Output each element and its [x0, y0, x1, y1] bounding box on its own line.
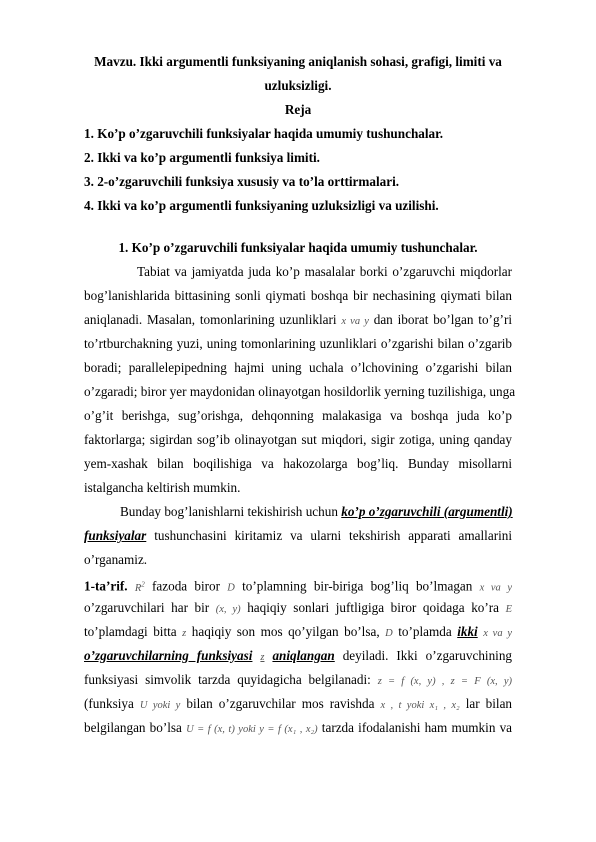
plan-heading: Reja — [284, 102, 312, 117]
paragraph-text: funksiyasi simvolik tarzda quyidagicha belgilanadi: — [84, 672, 371, 687]
plan-item-1: 1. Ko’p o’zgaruvchili funksiyalar haqida umumiy tushunchalar. — [84, 126, 444, 141]
definition-label: 1-ta’rif. — [84, 578, 128, 594]
math-x-va-y: x va y — [479, 582, 512, 594]
math-R2: $R^2$ — [134, 580, 145, 594]
paragraph-text: (funksiya — [84, 696, 134, 711]
emphasis-term: ko’p o’zgaruvchili (argumentli) — [341, 504, 513, 519]
paragraph-1-line: faktorlarga; sigirdan sog’ib olinayotgan sut miqdori, sigir zotiga, uning qanday — [84, 432, 512, 447]
title-line-1: Mavzu. Ikki argumentli funksiyaning aniqlanish sohasi, grafigi, limiti va — [94, 54, 502, 69]
math-z: z — [260, 652, 265, 663]
definition-line — [84, 599, 512, 619]
math-x-va-y: x va y — [341, 316, 369, 327]
paragraph-text: dan iborat bo’lgan to’g’ri — [373, 312, 512, 327]
definition-line — [84, 647, 512, 667]
paragraph-text: haqiqiy son mos qo’yilgan bo’lsa, — [191, 624, 380, 639]
definition-line — [84, 575, 512, 598]
section-1-heading: 1. Ko’p o’zgaruvchili funksiyalar haqida umumiy tushunchalar. — [118, 240, 478, 255]
definition-line — [84, 695, 512, 715]
plan-item-4: 4. Ikki va ko’p argumentli funksiyaning uzluksizligi va uzilishi. — [84, 198, 439, 213]
paragraph-1-line: to’rtburchakning yuzi, uning tomonlarining uzunliklari o’zgarishi bilan o’zgarib — [84, 336, 512, 351]
paragraph-text: Bunday bog’lanishlarni tekishirish uchun — [120, 504, 338, 519]
definition-line — [84, 671, 512, 691]
paragraph-text: to’plamning bir-biriga bog’liq bo’lmagan — [242, 578, 473, 594]
paragraph-1-line: istalgancha keltirish mumkin. — [84, 480, 241, 495]
math-D: D — [227, 582, 235, 594]
paragraph-text: haqiqiy sonlari juftligiga biror qoidaga ko’ra — [247, 600, 500, 615]
paragraph-text: deyiladi. Ikki o’zgaruvchining — [342, 648, 513, 663]
math-z: z — [182, 628, 187, 639]
emphasis-term: aniqlangan — [272, 648, 335, 663]
paragraph-text: o’zgaruvchilari har bir — [84, 600, 210, 615]
paragraph-text: to’plamdagi bitta — [84, 624, 177, 639]
math-formula: z = f (x, y) , z = F (x, y) — [377, 676, 513, 687]
paragraph-2-line — [84, 527, 512, 545]
emphasis-term: funksiyalar — [84, 528, 147, 543]
math-formula: U yoki y — [139, 700, 181, 711]
paragraph-1-line: Tabiat va jamiyatda juda ko’p masalalar borki o’zgaruvchi miqdorlar — [137, 264, 512, 279]
paragraph-2-line: o’rganamiz. — [84, 552, 148, 567]
plan-item-2: 2. Ikki va ko’p argumentli funksiya limiti. — [84, 150, 320, 165]
paragraph-1-line: o’g’it berishga, sug’orishga, dehqonning malakasiga va boshqa juda ko’p — [84, 408, 512, 423]
paragraph-text: belgilangan bo’lsa — [84, 720, 182, 735]
title-line-2: uzluksizligi. — [264, 78, 332, 93]
paragraph-1-line: bog’lanishlarida bittasining sonli qiymati boshqa bir nechasining qiymati bilan — [84, 288, 512, 303]
definition-line — [84, 719, 512, 739]
paragraph-text: lar bilan — [465, 696, 513, 711]
paragraph-2-line — [84, 503, 512, 521]
paragraph-1-line: boradi; parallelepipedning hajmi uning uchala o’lchovining o’zgarishi bilan — [84, 360, 512, 375]
emphasis-term: ikki — [457, 624, 478, 639]
plan-item-3: 3. 2-o’zgaruvchili funksiya xususiy va to’la orttirmalari. — [84, 174, 400, 189]
paragraph-text: fazoda biror — [152, 578, 221, 594]
math-E: E — [505, 604, 513, 615]
math-pair: (x, y) — [215, 604, 241, 615]
emphasis-term: o’zgaruvchilarning funksiyasi — [84, 648, 253, 663]
paragraph-1-line — [84, 311, 512, 331]
paragraph-text: tushunchasini kiritamiz va ularni tekshirish apparati amallarini — [154, 528, 513, 543]
paragraph-text: to’plamda — [398, 624, 452, 639]
math-formula: U = f (x, t) yoki y = f (x₁ , x₂) — [186, 724, 318, 735]
paragraph-text: bilan o’zgaruvchilar mos ravishda — [186, 696, 375, 711]
paragraph-1-line: o’zgaradi; biror yer maydonidan olinayotgan hosildorlik yerning tuzilishiga, unga — [84, 384, 516, 399]
definition-line — [84, 623, 512, 643]
paragraph-1-line: yem-xashak bilan boqilishiga va hakozolarga bog’liq. Bunday misollarni — [84, 456, 512, 471]
math-x-va-y: x va y — [483, 628, 513, 639]
paragraph-text: tarzda ifodalanishi ham mumkin va — [321, 720, 513, 735]
math-D: D — [385, 628, 393, 639]
math-formula: x , t yoki x₁ , x₂ — [380, 700, 460, 711]
paragraph-text: aniqlanadi. Masalan, tomonlarining uzunliklari — [84, 312, 337, 327]
